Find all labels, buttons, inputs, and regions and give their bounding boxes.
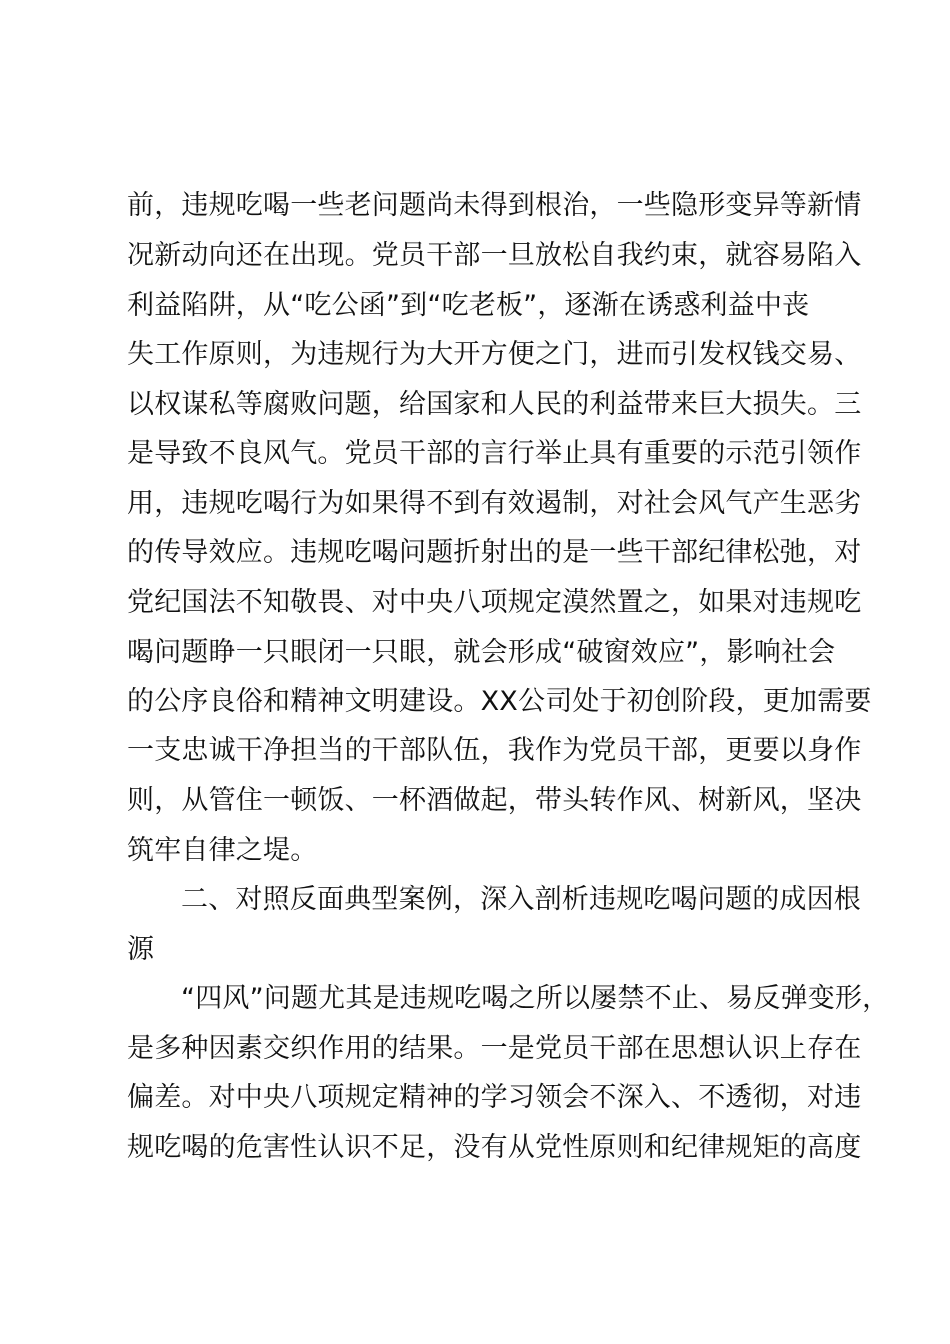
body-text-line: 用，违规吃喝行为如果得不到有效遏制，对社会风气产生恶劣 (127, 488, 862, 519)
body-text-line: 是多种因素交织作用的结果。一是党员干部在思想认识上存在 (127, 1033, 862, 1064)
body-text-line: 失工作原则，为违规行为大开方便之门，进而引发权钱交易、 (127, 339, 862, 370)
body-text-line: 规吃喝的危害性认识不足，没有从党性原则和纪律规矩的高度 (127, 1132, 862, 1163)
body-text-line: 则，从管住一顿饭、一杯酒做起，带头转作风、树新风，坚决 (127, 785, 862, 816)
body-text-line: 偏差。对中央八项规定精神的学习领会不深入、不透彻，对违 (127, 1082, 862, 1113)
body-text-line: 前，违规吃喝一些老问题尚未得到根治，一些隐形变异等新情 (127, 190, 862, 221)
body-text-line: 况新动向还在出现。党员干部一旦放松自我约束，就容易陷入 (127, 240, 862, 271)
body-text-line: 的传导效应。违规吃喝问题折射出的是一些干部纪律松弛，对 (127, 537, 862, 568)
body-text-line: 利益陷阱，从“吃公函”到“吃老板”，逐渐在诱惑利益中丧 (127, 290, 810, 321)
body-text-line: 的公序良俗和精神文明建设。XX公司处于初创阶段，更加需要 (127, 686, 872, 717)
body-text-line: 一支忠诚干净担当的干部队伍，我作为党员干部，更要以身作 (127, 735, 862, 766)
body-text-line: 以权谋私等腐败问题，给国家和人民的利益带来巨大损失。三 (127, 389, 862, 420)
body-text-line: 是导致不良风气。党员干部的言行举止具有重要的示范引领作 (127, 438, 862, 469)
section-heading-line: 源 (127, 934, 155, 965)
body-text-line: 筑牢自律之堤。 (127, 835, 318, 866)
body-text-line: 党纪国法不知敬畏、对中央八项规定漠然置之，如果对违规吃 (127, 587, 862, 618)
body-text-line: “四风”问题尤其是违规吃喝之所以屡禁不止、易反弹变形， (181, 983, 890, 1014)
section-heading-line: 二、对照反面典型案例，深入剖析违规吃喝问题的成因根 (181, 884, 861, 915)
body-text-line: 喝问题睁一只眼闭一只眼，就会形成“破窗效应”，影响社会 (127, 637, 836, 668)
